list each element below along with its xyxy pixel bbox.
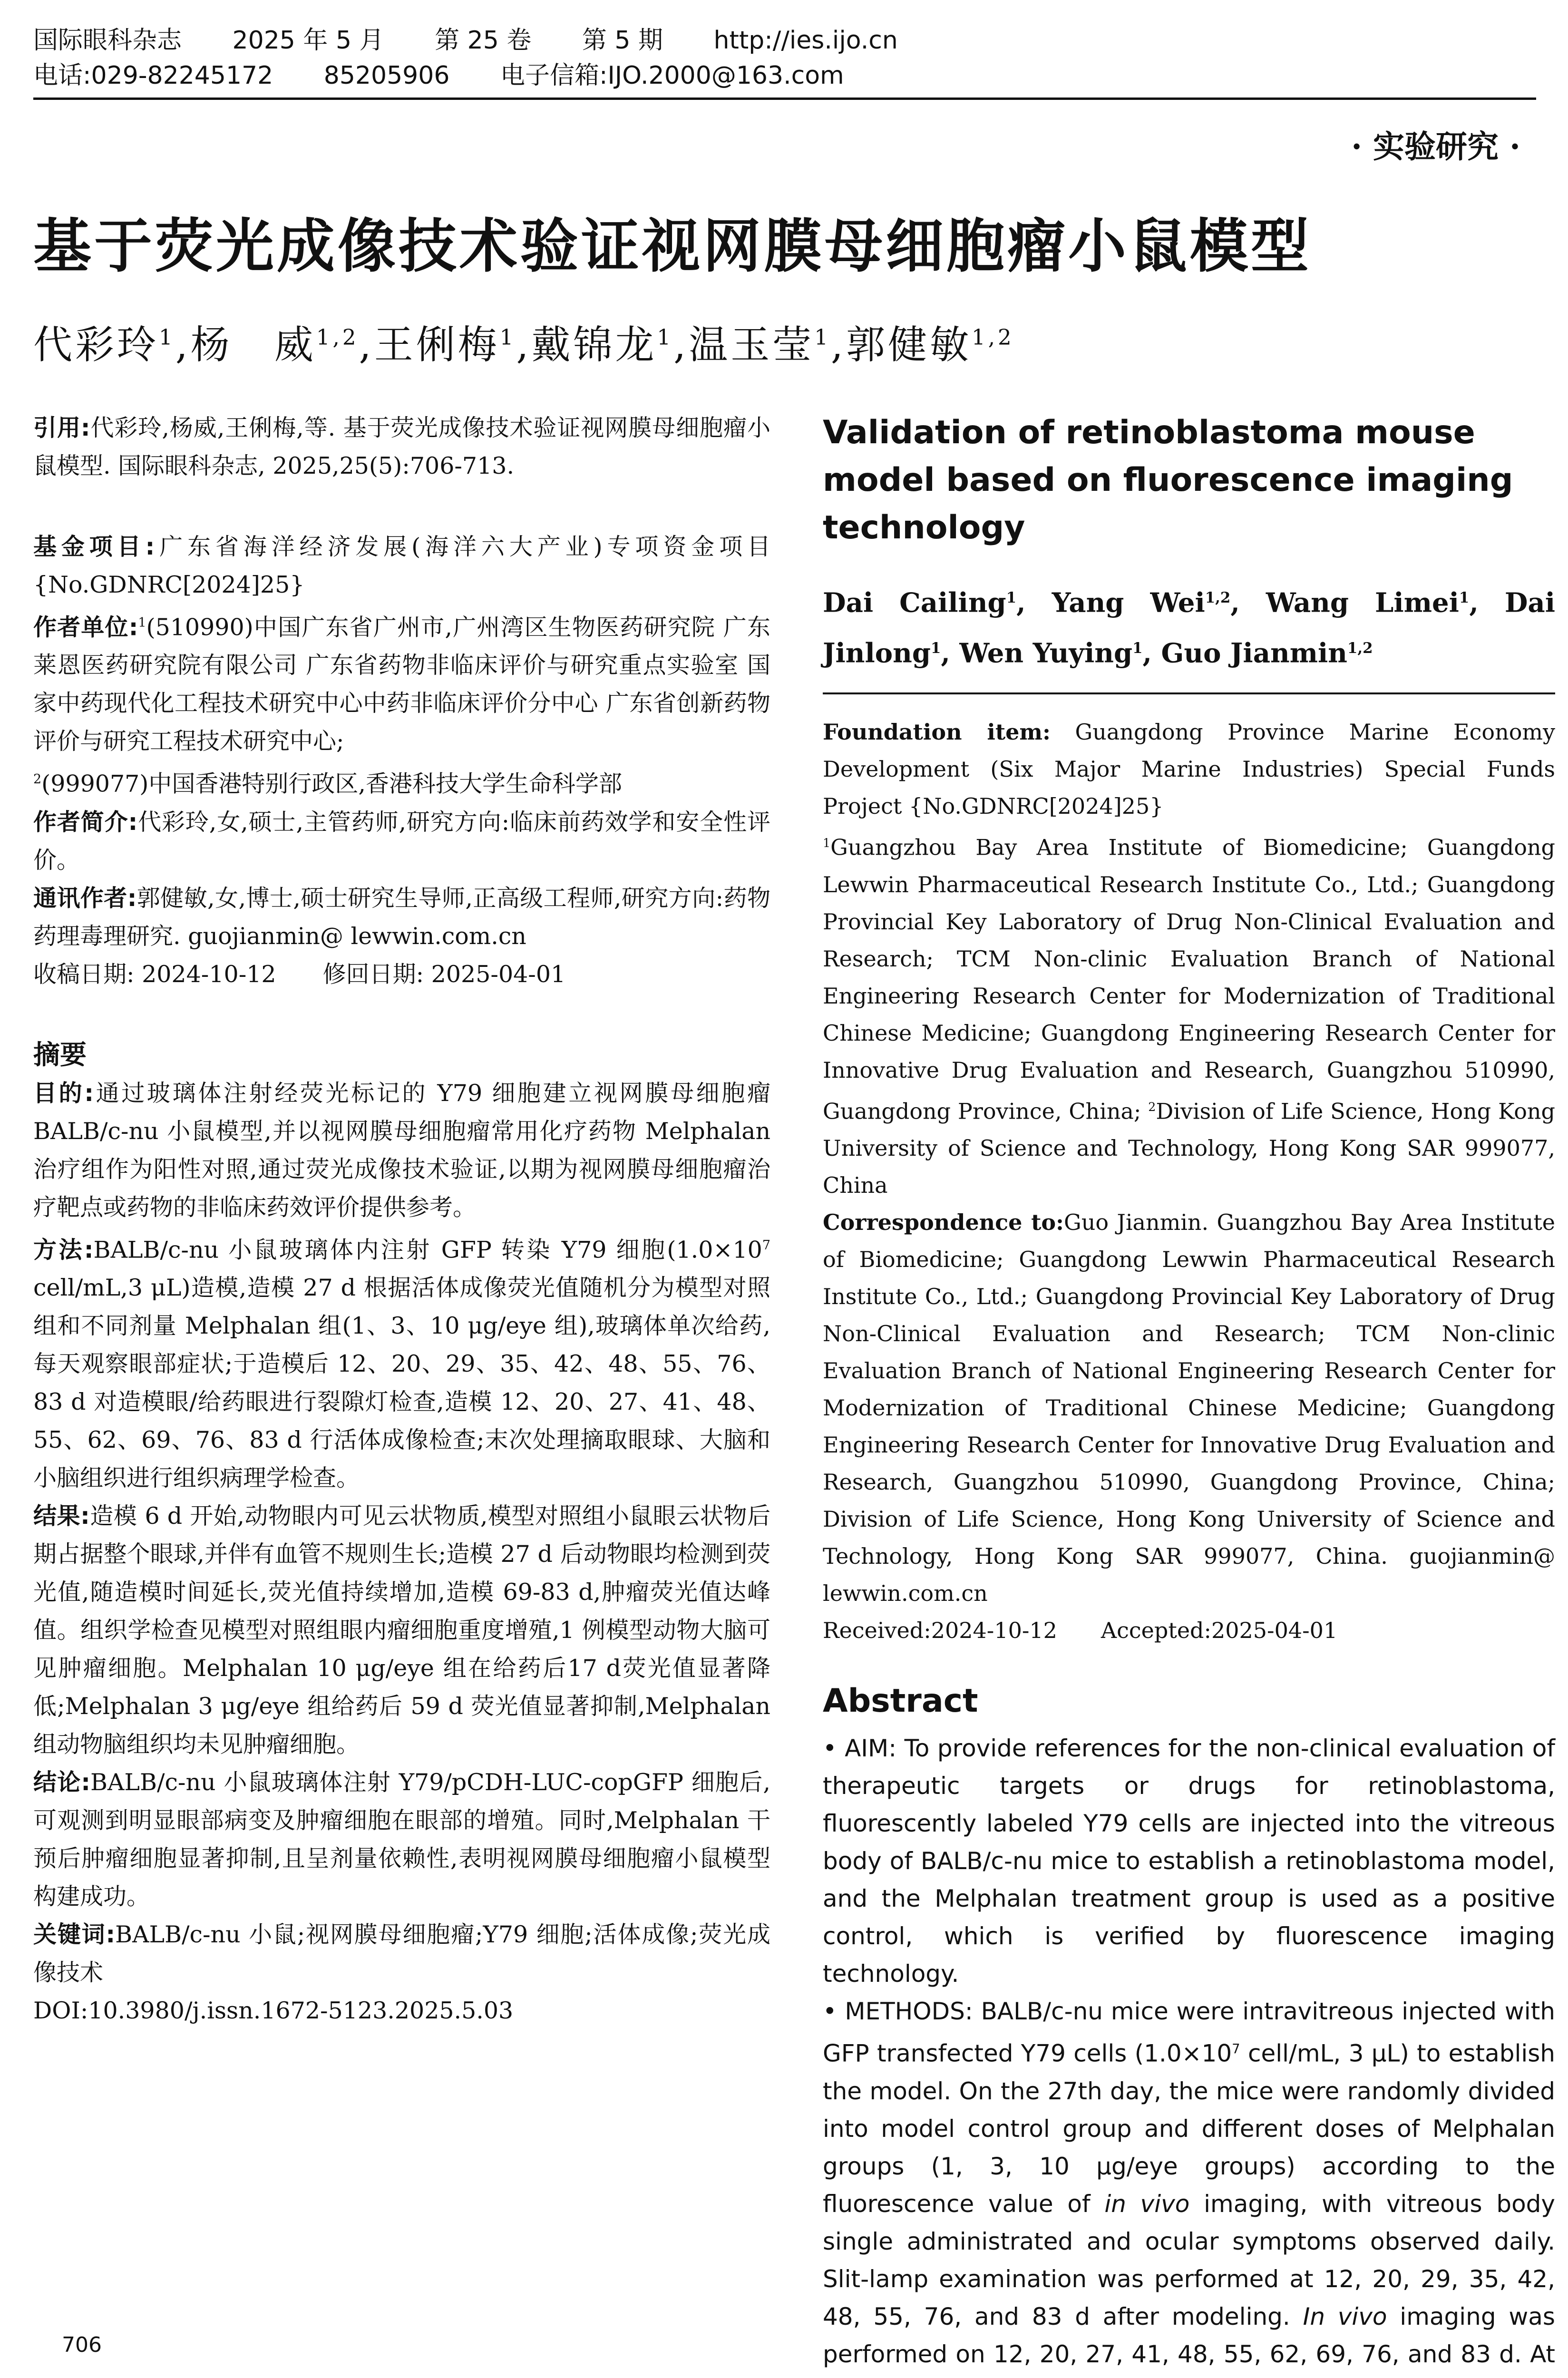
author: Guo Jianmin (1161, 637, 1347, 669)
author-affiliation: 1 (814, 324, 831, 350)
english-author-list: Dai Cailing$^1$, Yang Wei$^{1,2}$, Wang Limei$^1$, Dai Jinlong$^1$, Wen Yuying$^1$, Guo Jianmin$^{1,2}$ (823, 587, 1555, 669)
abstract-heading-zh: 摘要 (33, 1039, 87, 1071)
author: Yang Wei (1052, 587, 1205, 619)
objective-label: 目的: (33, 1079, 94, 1107)
keywords-zh (33, 1916, 770, 1992)
author-affiliation: 1,2 (972, 324, 1014, 350)
affiliation-sup-1: 1 (138, 615, 146, 630)
author: Wang Limei (1266, 587, 1459, 619)
volume: 第 25 卷 (435, 26, 532, 55)
article-title: 基于荧光成像技术验证视网膜母细胞瘤小鼠模型 (33, 213, 1312, 280)
journal-header-line-1 (33, 23, 1536, 58)
journal-phone: 电话:029-82245172 (33, 61, 273, 90)
methods-en-text-c: imaging, with vitreous body single administrated and ocular symptoms observed daily. Slit-lamp examination was performed at 12, 20, 29, 35, 42, 48, 55, 76, and 83 d after modeling. (823, 2190, 1555, 2330)
affiliation (33, 604, 770, 803)
correspondence (823, 1204, 1555, 1612)
conclusion-zh (33, 1764, 770, 1916)
methods-zh-text-b: cell/mL,3 μL)造模,造模 27 d 根据活体成像荧光值随机分为模型对照组和不同剂量 Melphalan 组(1、3、10 μg/eye 组),玻璃体单次给药,每天观察眼部症状;于造模后 12、20、29、35、42、48、55、76、83 d 对造模眼/给药眼进行裂隙灯检查,造模 12、20、27、41、48、55、62、69、76、83 d 行活体成像检查;末次处理摘取眼球、大脑和小脑组织进行组织病理学检查。 (33, 1274, 770, 1491)
methods-en-italic-2: In vivo (1303, 2302, 1387, 2330)
journal-name: 国际眼科杂志 (33, 26, 182, 55)
right-column (823, 409, 1555, 2378)
methods-en-label: • METHODS: (823, 1997, 973, 2025)
corresponding-author-text: 郭健敏,女,博士,硕士研究生导师,正高级工程师,研究方向:药物药理毒理研究. guojianmin@ lewwin.com.cn (33, 884, 770, 950)
english-affiliation (823, 825, 1555, 1204)
author-affiliation: 1,2 (316, 324, 359, 350)
author-affiliation: 1,2 (1205, 589, 1231, 606)
journal-header-line-2 (33, 58, 1536, 93)
citation-label: 引用: (33, 414, 90, 441)
methods-en-text-d: imaging was performed on 12, 20, 27, 41, 48, 55, 62, 69, 76, and 83 d. At (823, 2302, 1555, 2368)
author-bio (33, 803, 770, 879)
journal-url[interactable]: http://ies.ijo.cn (713, 26, 898, 55)
results-zh (33, 1497, 770, 1764)
author-affiliation: 1,2 (1347, 639, 1373, 657)
journal-header (33, 23, 1536, 93)
methods-en-text-b: cell/mL, 3 μL) to establish the model. On the 27th day, the mice were randomly divided into model control group and different doses of Melphalan groups (1, 3, 10 μg/eye groups) according to the fluorescence value of (823, 2039, 1555, 2218)
conclusion-zh-text: BALB/c-nu 小鼠玻璃体注射 Y79/pCDH-LUC-copGFP 细胞后,可观测到明显眼部病变及肿瘤细胞在眼部的增殖。同时,Melphalan 干预后肿瘤细胞显著抑制,且呈剂量依赖性,表明视网膜母细胞瘤小鼠模型构建成功。 (33, 1768, 770, 1910)
author-bio-text: 代彩玲,女,硕士,主管药师,研究方向:临床前药效学和安全性评价。 (33, 808, 770, 874)
author: 戴锦龙 (531, 322, 657, 368)
author-affiliation: 1 (499, 324, 516, 350)
left-column (33, 409, 770, 2030)
author-affiliation: 1 (657, 324, 674, 350)
journal-email[interactable]: 电子信箱:IJO.2000@163.com (500, 61, 844, 90)
methods-zh (33, 1227, 770, 1497)
author-list: 代彩玲$^1$,杨 威$^{1,2}$,王俐梅$^1$,戴锦龙$^1$,温玉莹$^1$,郭健敏$^{1,2}$ (33, 322, 1014, 368)
author: 代彩玲 (33, 322, 159, 368)
aim-label: • AIM: (823, 1734, 897, 1762)
affiliation-sup-2: 2 (33, 772, 42, 787)
author-bio-label: 作者简介: (33, 808, 138, 836)
correspondence-label: Correspondence to: (823, 1209, 1064, 1235)
section-tag: · 实验研究 · (1351, 128, 1520, 165)
citation-text: 代彩玲,杨威,王俐梅,等. 基于荧光成像技术验证视网膜母细胞瘤小鼠模型. 国际眼科杂志, 2025,25(5):706-713. (33, 414, 770, 479)
author-affiliation: 1 (930, 639, 941, 657)
methods-en-italic-1: in vivo (1104, 2190, 1190, 2218)
author: Dai Jinlong (823, 587, 1555, 669)
author: 王俐梅 (374, 322, 500, 368)
methods-en-text-a: BALB/c-nu mice were intravitreous injected with GFP transfected Y79 cells (1.0×10 (823, 1997, 1555, 2067)
affiliation-label: 作者单位: (33, 614, 138, 641)
foundation-item-label: Foundation item: (823, 719, 1051, 745)
objective-text: 通过玻璃体注射经荧光标记的 Y79 细胞建立视网膜母细胞瘤 BALB/c-nu 小鼠模型,并以视网膜母细胞瘤常用化疗药物 Melphalan 治疗组作为阳性对照,通过荧光成像技术验证,以期为视网膜母细胞瘤治疗靶点或药物的非临床药效评价提供参考。 (33, 1079, 770, 1221)
journal-phone-2: 85205906 (323, 61, 450, 90)
results-zh-text: 造模 6 d 开始,动物眼内可见云状物质,模型对照组小鼠眼云状物后期占据整个眼球,并伴有血管不规则生长;造模 27 d 后动物眼均检测到荧光值,随造模时间延长,荧光值持续增加,造模 69-83 d,肿瘤荧光值达峰值。组织学检查见模型对照组眼内瘤细胞重度增殖,1 例模型动物大脑可见肿瘤细胞。Melphalan 10 μg/eye 组在给药后17 d荧光值显著降低;Melphalan 3 μg/eye 组给药后 59 d 荧光值显著抑制,Melphalan 组动物脑组织均未见肿瘤细胞。 (33, 1502, 770, 1758)
correspondence-text: Guo Jianmin. Guangzhou Bay Area Institute of Biomedicine; Guangdong Lewwin Pharmaceutical Research Institute Co., Ltd.; Guangdong Provincial Key Laboratory of Drug Non-Clinical Evaluation and Research; TCM Non-clinic Evaluation Branch of National Engineering Research Center for Modernization of Traditional Chinese Medicine; Guangdong Engineering Research Center for Innovative Drug Evaluation and Research, Guangzhou 510990, Guangdong Province, China; Division of Life Science, Hong Kong University of Science and Technology, Hong Kong SAR 999077, China. guojianmin@ lewwin.com.cn (823, 1209, 1555, 1606)
author: 温玉莹 (689, 322, 815, 368)
doi[interactable]: DOI:10.3980/j.issn.1672-5123.2025.5.03 (33, 1997, 514, 2024)
received-revised-dates: 收稿日期: 2024-10-12 修回日期: 2025-04-01 (33, 960, 566, 988)
author: 郭健敏 (846, 322, 972, 368)
corresponding-author (33, 879, 770, 955)
received-accepted-dates: Received:2024-10-12 Accepted:2025-04-01 (823, 1617, 1338, 1643)
affiliation-text-2: (999077)中国香港特别行政区,香港科技大学生命科学部 (41, 770, 623, 798)
issue: 第 5 期 (582, 26, 663, 55)
author: Dai Cailing (823, 587, 1006, 619)
page-number: 706 (62, 2333, 102, 2357)
affiliation-text-1: (510990)中国广东省广州市,广州湾区生物医药研究院 广东莱恩医药研究院有限公司 广东省药物非临床评价与研究重点实验室 国家中药现代化工程技术研究中心中药非临床评价分中心 广东省创新药物评价与研究工程技术研究中心; (33, 614, 770, 755)
aim (823, 1730, 1555, 1993)
foundation-item (823, 713, 1555, 825)
aim-text: To provide references for the non-clinical evaluation of therapeutic targets or drugs for retinoblastoma, fluorescently labeled Y79 cells are injected into the vitreous body of BALB/c-nu mice to establish a retinoblastoma model, and the Melphalan treatment group is used as a positive control, which is verified by fluorescence imaging technology. (823, 1734, 1555, 1988)
foundation-item-text: Guangdong Province Marine Economy Development (Six Major Marine Industries) Special Funds Project {No.GDNRC[2024]25} (823, 719, 1556, 819)
english-affiliation-sup-1: 1 (823, 836, 831, 850)
funding-text: 广东省海洋经济发展(海洋六大产业)专项资金项目{No.GDNRC[2024]25} (33, 533, 770, 598)
author-affiliation: 1 (1132, 639, 1143, 657)
funding-label: 基金项目: (33, 533, 155, 560)
author-affiliation: 1 (159, 324, 175, 350)
english-title: Validation of retinoblastoma mouse model based on fluorescence imaging technology (823, 414, 1513, 546)
english-affiliation-sup-2: 2 (1148, 1100, 1156, 1114)
results-zh-label: 结果: (33, 1502, 90, 1530)
english-affiliation-text-2: Division of Life Science, Hong Kong University of Science and Technology, Hong Kong SAR 999077, China (823, 1098, 1555, 1198)
issue-date: 2025 年 5 月 (232, 26, 384, 55)
keywords-zh-label: 关键词: (33, 1920, 116, 1948)
conclusion-zh-label: 结论: (33, 1768, 91, 1796)
methods-zh-text-a: BALB/c-nu 小鼠玻璃体内注射 GFP 转染 Y79 细胞(1.0×10 (93, 1236, 762, 1263)
methods-en-sup: 7 (1232, 2041, 1240, 2056)
header-divider (33, 97, 1536, 100)
author: 杨 威 (190, 322, 316, 368)
citation (33, 409, 770, 485)
author: Wen Yuying (959, 637, 1133, 669)
corresponding-author-label: 通讯作者: (33, 884, 137, 912)
objective (33, 1074, 770, 1227)
author-affiliation: 1 (1006, 589, 1017, 606)
methods-zh-sup: 7 (762, 1238, 770, 1253)
funding (33, 528, 770, 604)
abstract-heading-en: Abstract (823, 1682, 978, 1720)
methods-zh-label: 方法: (33, 1236, 94, 1263)
english-divider (823, 692, 1555, 694)
author-affiliation: 1 (1459, 589, 1470, 606)
keywords-zh-text: BALB/c-nu 小鼠;视网膜母细胞瘤;Y79 细胞;活体成像;荧光成像技术 (33, 1920, 770, 1986)
methods-en (823, 1993, 1555, 2378)
english-affiliation-text-1: Guangzhou Bay Area Institute of Biomedicine; Guangdong Lewwin Pharmaceutical Research Institute Co., Ltd.; Guangdong Provincial Key Laboratory of Drug Non-Clinical Evaluation and Research; TCM Non-clinic Evaluation Branch of National Engineering Research Center for Modernization of Traditional Chinese Medicine; Guangdong Engineering Research Center for Innovative Drug Evaluation and Research, Guangzhou 510990, Guangdong Province, China; (823, 834, 1555, 1124)
